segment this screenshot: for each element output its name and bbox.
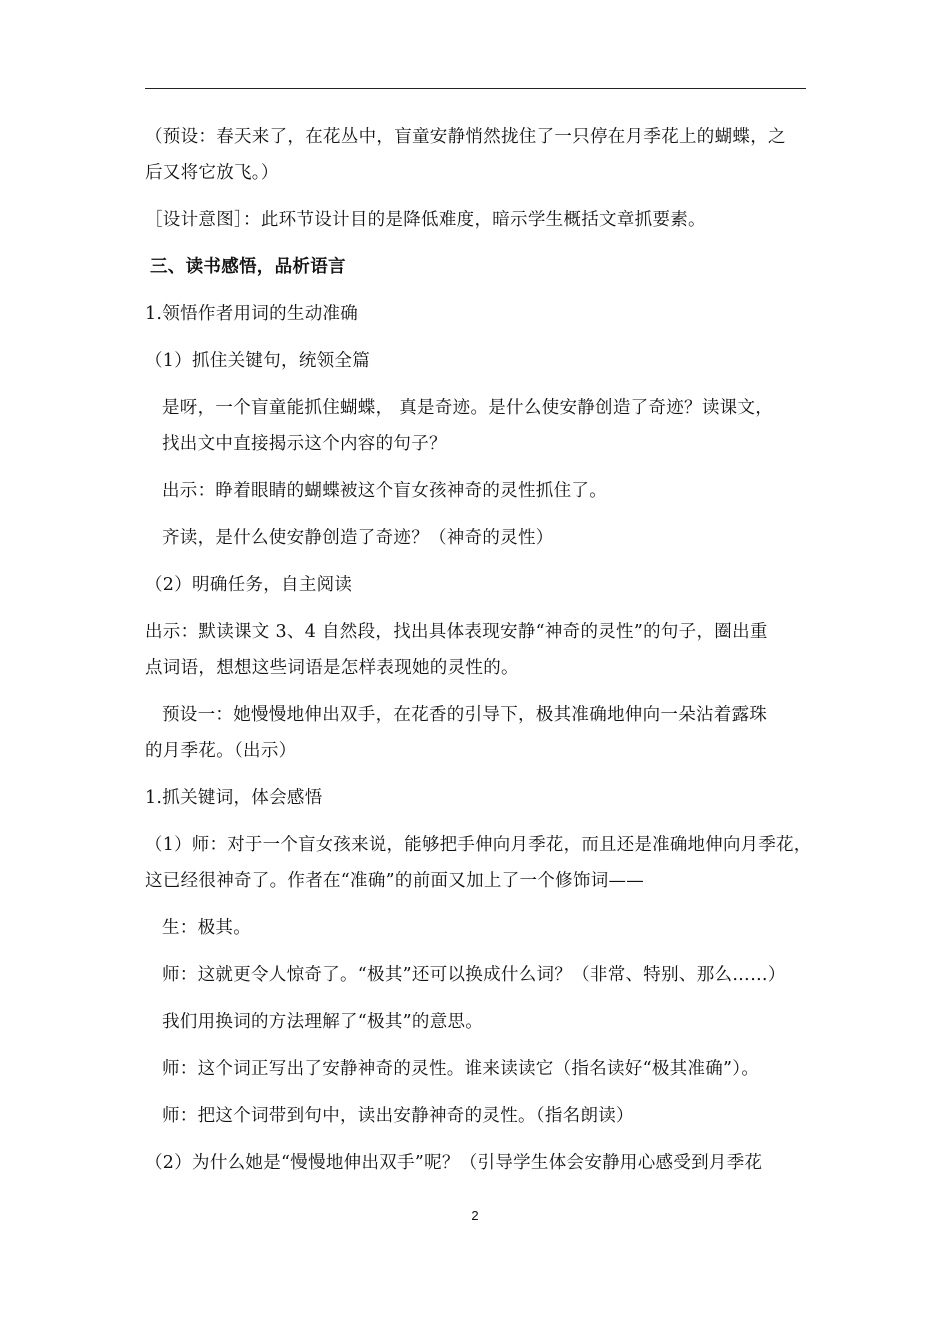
- text-line: 出示：默读课文 3、4 自然段，找出具体表现安静“神奇的灵性”的句子，圈出重: [145, 622, 768, 642]
- section-heading: 三、读书感悟，品析语言: [150, 257, 346, 277]
- text-line: 齐读，是什么使安静创造了奇迹？（神奇的灵性）: [162, 528, 554, 548]
- text-line: 预设一：她慢慢地伸出双手，在花香的引导下，极其准确地伸向一朵沾着露珠: [162, 705, 768, 725]
- page-number: 2: [471, 1208, 479, 1223]
- text-line: （2）为什么她是“慢慢地伸出双手”呢？（引导学生体会安静用心感受到月季花: [145, 1153, 763, 1173]
- text-line: 师：这就更令人惊奇了。“极其”还可以换成什么词？（非常、特别、那么……）: [162, 965, 786, 985]
- text-line: （2）明确任务，自主阅读: [145, 575, 353, 595]
- header-rule: [145, 88, 806, 89]
- text-line: 1.领悟作者用词的生动准确: [145, 304, 359, 324]
- text-line: 1.抓关键词，体会感悟: [145, 788, 323, 808]
- text-line: 找出文中直接揭示这个内容的句子？: [162, 434, 447, 454]
- text-line: 后又将它放飞。）: [145, 163, 279, 183]
- text-line: （1）师：对于一个盲女孩来说，能够把手伸向月季花，而且还是准确地伸向月季花，: [145, 835, 812, 855]
- text-line: 点词语，想想这些词语是怎样表现她的灵性的。: [145, 658, 519, 678]
- text-line: 生：极其。: [162, 918, 251, 938]
- text-line: ［设计意图］：此环节设计目的是降低难度，暗示学生概括文章抓要素。: [145, 210, 706, 230]
- text-line: 这已经很神奇了。作者在“准确”的前面又加上了一个修饰词——: [145, 871, 645, 891]
- text-line: （1）抓住关键句，统领全篇: [145, 351, 371, 371]
- text-line: 师：这个词正写出了安静神奇的灵性。谁来读读它（指名读好“极其准确”）。: [162, 1059, 760, 1079]
- text-line: 的月季花。（出示）: [145, 741, 297, 761]
- text-line: 是呀，一个盲童能抓住蝴蝶， 真是奇迹。是什么使安静创造了奇迹？读课文，: [162, 398, 774, 418]
- text-line: （预设：春天来了，在花丛中，盲童安静悄然拢住了一只停在月季花上的蝴蝶，之: [145, 127, 786, 147]
- text-line: 出示：睁着眼睛的蝴蝶被这个盲女孩神奇的灵性抓住了。: [162, 481, 607, 501]
- text-line: 我们用换词的方法理解了“极其”的意思。: [162, 1012, 484, 1032]
- text-line: 师：把这个词带到句中，读出安静神奇的灵性。（指名朗读）: [162, 1106, 634, 1126]
